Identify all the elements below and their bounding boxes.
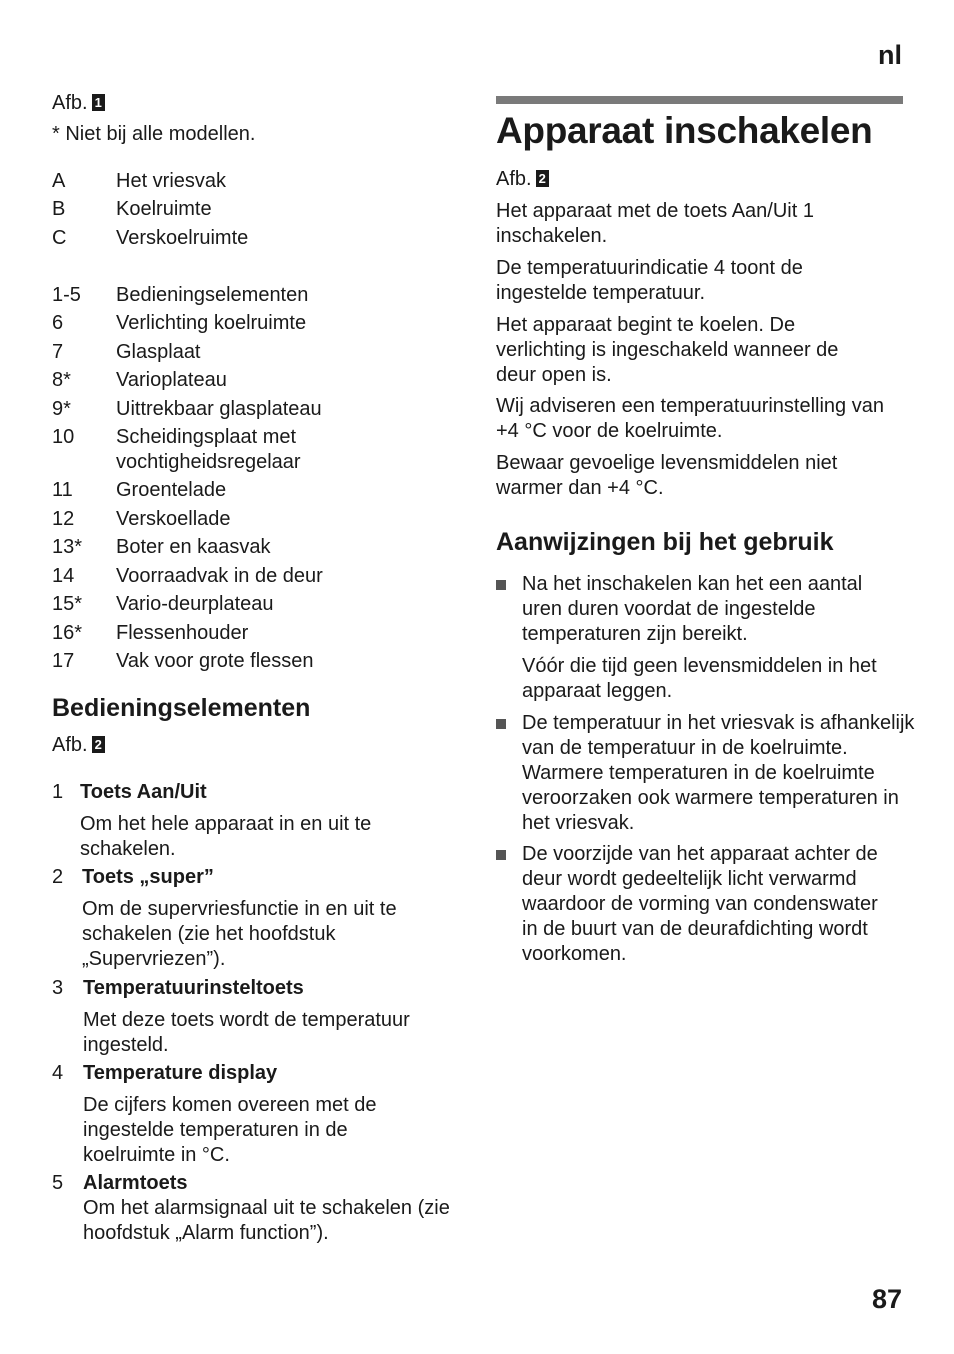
bullet-text: De temperatuur in het vriesvak is afhankelijk van de temperatuur in de koelruimte. Warmere temperaturen in de koelruimte veroorzaken ook warmere temperaturen in het vriesvak. (522, 712, 915, 834)
legend-desc: Scheidingsplaat met vochtigheidsregelaar (116, 426, 301, 473)
figure-reference-1 (52, 91, 105, 116)
legend-row (52, 397, 432, 422)
legend-desc: Het vriesvak (116, 170, 227, 192)
legend-code: 11 (52, 479, 73, 501)
legend-desc: Verlichting koelruimte (116, 312, 307, 334)
section-title: Apparaat inschakelen (496, 110, 873, 151)
legend-row (52, 340, 432, 365)
legend-row (52, 564, 432, 589)
legend-code: C (52, 227, 67, 249)
figure-reference-2 (52, 733, 105, 758)
legend-desc: Glasplaat (116, 341, 201, 363)
bullet-square-icon (496, 850, 506, 860)
paragraph: Bewaar gevoelige levensmiddelen niet warmer dan +4 °C. (496, 452, 838, 499)
legend-code: A (52, 170, 66, 192)
control-label: Toets „super” (82, 866, 214, 888)
legend-code: 17 (52, 650, 75, 672)
legend-row (52, 311, 432, 336)
figure-number-box: 2 (536, 170, 549, 187)
legend-code: B (52, 198, 66, 220)
page-number: 87 (871, 1284, 902, 1314)
figure-reference-2-right (496, 167, 549, 192)
control-title (52, 865, 452, 890)
bullet-text: De voorzijde van het apparaat achter de deur wordt gedeeltelijk licht verwarmd waardoor de vorming van condenswater in de buurt van de deurafdichting wordt voorkomen. (522, 843, 878, 965)
legend-row (52, 425, 432, 475)
language-code: nl (878, 40, 902, 70)
legend-desc: Boter en kaasvak (116, 536, 271, 558)
legend-row (52, 283, 432, 308)
section-divider (496, 96, 903, 104)
legend-code: 9* (52, 398, 71, 420)
bullet-text: Na het inschakelen kan het een aantal uren duren voordat de ingestelde temperaturen zijn bereikt. (522, 573, 863, 645)
legend-desc: Vak voor grote flessen (116, 650, 314, 672)
controls-heading: Bedieningselementen (52, 694, 311, 722)
legend-desc: Voorraadvak in de deur (116, 565, 323, 587)
legend-row (52, 226, 432, 251)
paragraph: Het apparaat met de toets Aan/Uit 1 inschakelen. (496, 200, 814, 247)
legend-code: 12 (52, 508, 75, 530)
control-description: Om het hele apparaat in en uit te schakelen. (80, 813, 372, 860)
control-number: 2 (52, 866, 64, 888)
legend-desc: Verskoellade (116, 508, 231, 530)
control-description: Om de supervriesfunctie in en uit te schakelen (zie het hoofdstuk „Supervriezen”). (82, 898, 397, 970)
legend-code: 6 (52, 312, 64, 334)
control-number: 4 (52, 1062, 64, 1084)
control-description: Met deze toets wordt de temperatuur ingesteld. (83, 1009, 410, 1056)
legend-desc: Varioplateau (116, 369, 227, 391)
paragraph: Wij adviseren een temperatuurinstelling van +4 °C voor de koelruimte. (496, 395, 884, 442)
legend-row (52, 535, 432, 560)
bullet-square-icon (496, 580, 506, 590)
legend-desc: Flessenhouder (116, 622, 249, 644)
legend-desc: Vario-deurplateau (116, 593, 274, 615)
legend-row (52, 197, 432, 222)
bullet-square-icon (496, 719, 506, 729)
figure-number-box: 1 (92, 94, 105, 111)
paragraph: De temperatuurindicatie 4 toont de ingestelde temperatuur. (496, 257, 803, 304)
legend-code: 15* (52, 593, 83, 615)
usage-heading: Aanwijzingen bij het gebruik (496, 528, 834, 556)
control-number: 3 (52, 977, 64, 999)
legend-desc: Koelruimte (116, 198, 212, 220)
legend-code: 10 (52, 426, 75, 448)
figure-number-box: 2 (92, 736, 105, 753)
control-label: Temperatuurinsteltoets (83, 977, 304, 999)
legend-row (52, 478, 432, 503)
control-label: Toets Aan/Uit (80, 781, 207, 803)
control-number: 5 (52, 1172, 64, 1194)
legend-code: 7 (52, 341, 64, 363)
figure-label: Afb. (496, 168, 532, 190)
figure-label: Afb. (52, 734, 88, 756)
legend-code: 13* (52, 536, 83, 558)
models-note: * Niet bij alle modellen. (52, 123, 256, 145)
control-title (52, 780, 452, 805)
legend-code: 8* (52, 369, 71, 391)
legend-code: 14 (52, 565, 75, 587)
legend-row (52, 621, 432, 646)
legend-desc: Bedieningselementen (116, 284, 309, 306)
control-number: 1 (52, 781, 64, 803)
legend-code: 1-5 (52, 284, 81, 306)
control-title (52, 976, 452, 1001)
control-title (52, 1171, 452, 1196)
legend-row (52, 368, 432, 393)
bullet-extra-text: Vóór die tijd geen levensmiddelen in het apparaat leggen. (522, 655, 877, 702)
control-label: Alarmtoets (83, 1172, 188, 1194)
control-description: Om het alarmsignaal uit te schakelen (zie hoofdstuk „Alarm function”). (83, 1197, 450, 1244)
legend-desc: Verskoelruimte (116, 227, 249, 249)
legend-desc: Uittrekbaar glasplateau (116, 398, 322, 420)
legend-row (52, 169, 432, 194)
legend-row (52, 507, 432, 532)
control-title (52, 1061, 452, 1086)
legend-desc: Groentelade (116, 479, 227, 501)
legend-row (52, 592, 432, 617)
paragraph: Het apparaat begint te koelen. De verlichting is ingeschakeld wanneer de deur open is. (496, 314, 839, 386)
control-label: Temperature display (83, 1062, 278, 1084)
figure-label: Afb. (52, 92, 88, 114)
control-description: De cijfers komen overeen met de ingestelde temperaturen in de koelruimte in °C. (83, 1094, 377, 1166)
legend-code: 16* (52, 622, 83, 644)
legend-row (52, 649, 432, 674)
